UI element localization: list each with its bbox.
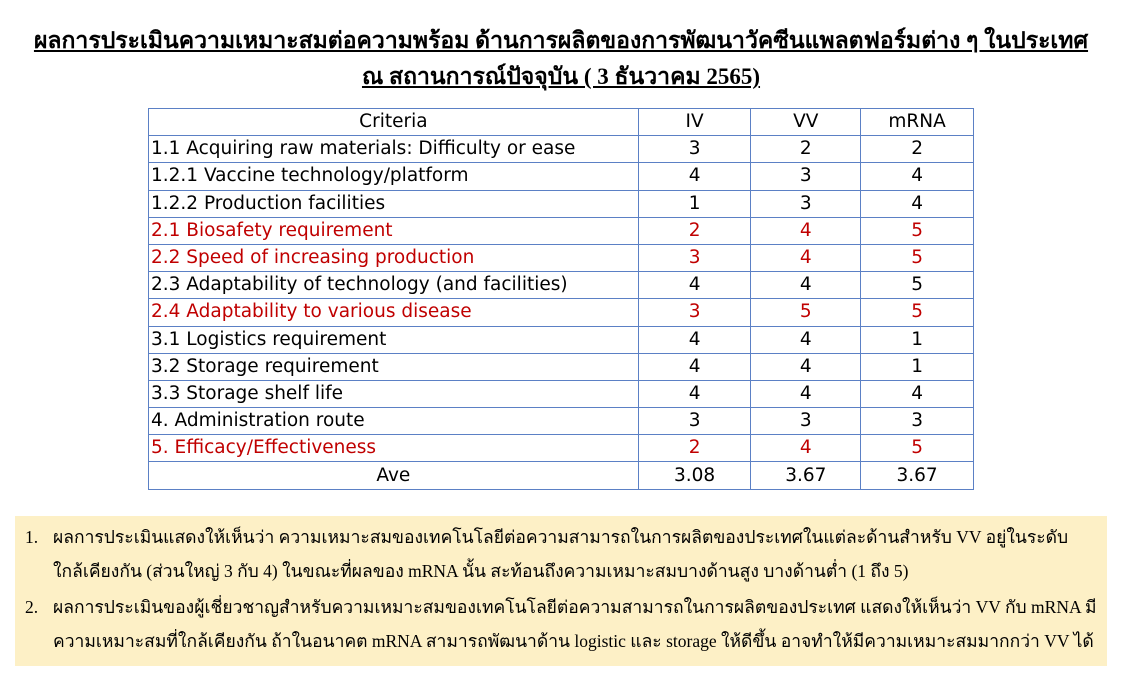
iv-score-cell: 4	[638, 326, 751, 353]
mrna-score-cell: 4	[861, 380, 974, 407]
criteria-cell: 2.4 Adaptability to various disease	[149, 299, 639, 326]
table-row	[149, 272, 974, 299]
iv-score-cell: 2	[638, 435, 751, 462]
criteria-cell: 2.3 Adaptability of technology (and facilities)	[149, 272, 639, 299]
criteria-cell: 2.2 Speed of increasing production	[149, 244, 639, 271]
criteria-cell: 5. Efficacy/Effectiveness	[149, 435, 639, 462]
iv-score-cell: 3	[638, 299, 751, 326]
note-text-line: ผลการประเมินแสดงให้เห็นว่า ความเหมาะสมของเทคโนโลยีต่อความสามารถในการผลิตของประเทศในแต่ละด้านสำหรับ VV อยู่ในระดับ	[53, 527, 1069, 547]
vv-score-cell: 2	[751, 136, 861, 163]
iv-score-cell: 3	[638, 136, 751, 163]
criteria-cell: 3.1 Logistics requirement	[149, 326, 639, 353]
table-row	[149, 435, 974, 462]
note-text-line: ใกล้เคียงกัน (ส่วนใหญ่ 3 กับ 4) ในขณะที่ผลของ mRNA นั้น สะท้อนถึงความเหมาะสมบางด้านสูง บางด้านต่ำ (1 ถึง 5)	[53, 561, 909, 581]
average-label: Ave	[149, 462, 639, 489]
iv-score-cell: 4	[638, 380, 751, 407]
header-iv: IV	[638, 109, 751, 136]
header-criteria: Criteria	[149, 109, 639, 136]
criteria-cell: 3.2 Storage requirement	[149, 353, 639, 380]
vv-score-cell: 3	[751, 190, 861, 217]
page-title-line-2: ณ สถานการณ์ปัจจุบัน ( 3 ธันวาคม 2565)	[361, 64, 761, 89]
vv-score-cell: 4	[751, 272, 861, 299]
criteria-cell: 1.2.1 Vaccine technology/platform	[149, 163, 639, 190]
mrna-score-cell: 4	[861, 190, 974, 217]
note-number: 1.	[25, 527, 39, 547]
note-text-line: ความเหมาะสมที่ใกล้เคียงกัน ถ้าในอนาคต mRNA สามารถพัฒนาด้าน logistic และ storage ให้ดีขึ้น อาจทำให้มีความเหมาะสมมากกว่า VV ได้	[53, 631, 1094, 651]
mrna-score-cell: 3	[861, 408, 974, 435]
table-body	[149, 136, 974, 462]
criteria-cell: 1.2.2 Production facilities	[149, 190, 639, 217]
header-mrna: mRNA	[861, 109, 974, 136]
vv-score-cell: 3	[751, 408, 861, 435]
mrna-score-cell: 5	[861, 435, 974, 462]
iv-score-cell: 4	[638, 163, 751, 190]
vv-score-cell: 4	[751, 353, 861, 380]
vv-score-cell: 4	[751, 244, 861, 271]
table-row	[149, 299, 974, 326]
criteria-cell: 4. Administration route	[149, 408, 639, 435]
vv-score-cell: 5	[751, 299, 861, 326]
average-iv: 3.08	[638, 462, 751, 489]
vv-score-cell: 4	[751, 326, 861, 353]
vv-score-cell: 4	[751, 380, 861, 407]
average-row	[149, 462, 974, 489]
page-title-line-1: ผลการประเมินความเหมาะสมต่อความพร้อม ด้านการผลิตของการพัฒนาวัคซีนแพลตฟอร์มต่าง ๆ ในประเทศ	[33, 28, 1089, 53]
average-mrna: 3.67	[861, 462, 974, 489]
vv-score-cell: 4	[751, 435, 861, 462]
mrna-score-cell: 5	[861, 272, 974, 299]
mrna-score-cell: 2	[861, 136, 974, 163]
table-row	[149, 190, 974, 217]
criteria-cell: 1.1 Acquiring raw materials: Difficulty or ease	[149, 136, 639, 163]
header-vv: VV	[751, 109, 861, 136]
table-row	[149, 244, 974, 271]
mrna-score-cell: 5	[861, 299, 974, 326]
table-row	[149, 326, 974, 353]
table-row	[149, 136, 974, 163]
iv-score-cell: 3	[638, 244, 751, 271]
note-number: 2.	[25, 597, 39, 617]
table-row	[149, 217, 974, 244]
mrna-score-cell: 4	[861, 163, 974, 190]
evaluation-table	[148, 108, 974, 490]
table-header-row	[149, 109, 974, 136]
note-text-line: ผลการประเมินของผู้เชี่ยวชาญสำหรับความเหมาะสมของเทคโนโลยีต่อความสามารถในการผลิตของประเทศ แสดงให้เห็นว่า VV กับ mRNA มี	[53, 597, 1097, 617]
table-row	[149, 380, 974, 407]
table-row	[149, 163, 974, 190]
vv-score-cell: 4	[751, 217, 861, 244]
average-vv: 3.67	[751, 462, 861, 489]
mrna-score-cell: 1	[861, 353, 974, 380]
iv-score-cell: 1	[638, 190, 751, 217]
table-row	[149, 353, 974, 380]
notes-box	[15, 516, 1107, 666]
table-row	[149, 408, 974, 435]
vv-score-cell: 3	[751, 163, 861, 190]
mrna-score-cell: 1	[861, 326, 974, 353]
iv-score-cell: 4	[638, 353, 751, 380]
mrna-score-cell: 5	[861, 217, 974, 244]
iv-score-cell: 3	[638, 408, 751, 435]
criteria-cell: 2.1 Biosafety requirement	[149, 217, 639, 244]
criteria-cell: 3.3 Storage shelf life	[149, 380, 639, 407]
iv-score-cell: 2	[638, 217, 751, 244]
mrna-score-cell: 5	[861, 244, 974, 271]
iv-score-cell: 4	[638, 272, 751, 299]
